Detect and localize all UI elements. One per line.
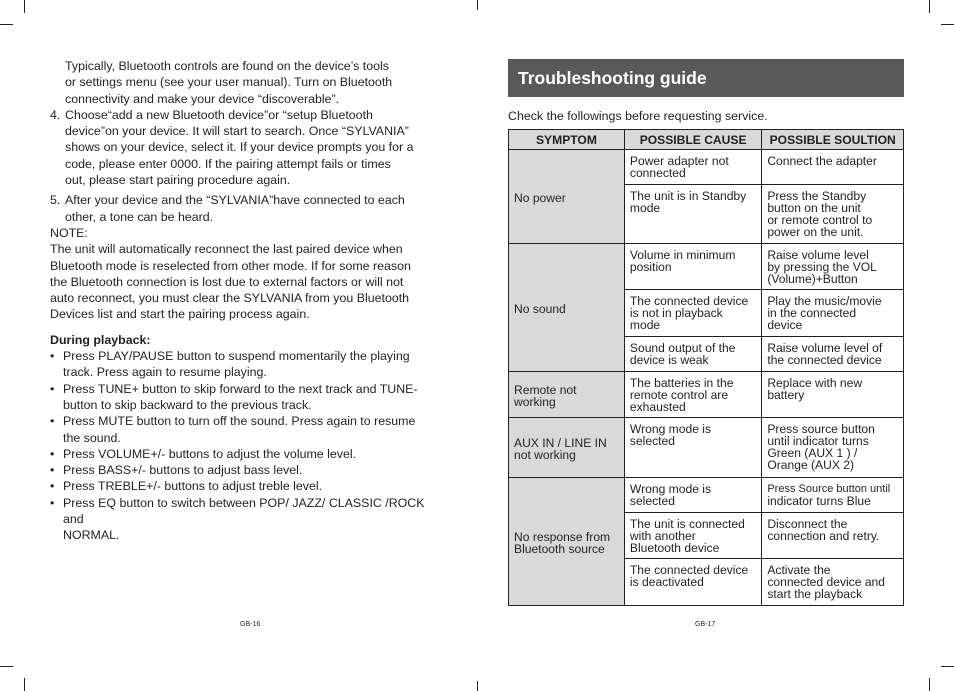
crop-mark xyxy=(477,0,478,10)
left-page-body xyxy=(50,58,445,544)
cause-cell: Sound output of the device is weak xyxy=(624,337,761,372)
solution-cell: Raise volume level by pressing the VOL (Volume)+Button xyxy=(762,244,904,290)
symptom-cell: No power xyxy=(509,150,625,244)
crop-mark xyxy=(24,0,25,13)
solution-cell: Raise volume level of the connected device xyxy=(762,337,904,372)
table-header-row xyxy=(509,130,904,150)
crop-mark xyxy=(941,24,954,25)
solution-cell: Press source button until indicator turns Green (AUX 1 ) / Orange (AUX 2) xyxy=(762,418,904,478)
table-row xyxy=(509,372,904,418)
page-title: Troubleshooting guide xyxy=(518,68,707,88)
page-number-right: GB-17 xyxy=(695,621,716,628)
crop-mark xyxy=(24,678,25,691)
solution-cell: Press Source button until indicator turns Blue xyxy=(762,478,904,513)
cause-cell: Wrong mode is selected xyxy=(624,478,761,513)
table-row xyxy=(509,244,904,290)
list-item: • Press VOLUME+/- buttons to adjust the volume level. xyxy=(50,446,357,461)
symptom-cell: Remote not working xyxy=(509,372,625,418)
playback-list xyxy=(50,348,445,544)
step-4: 4. Choose“add a new Bluetooth device”or “setup Bluetooth device”on your device. It will start to search. Once “SYLVANIA” shows on your device, select it. If your device prompts you for a code, please enter 0000. If the pairing attempt fails or times out, please start pairing procedure again. xyxy=(50,107,414,188)
step-5: 5. After your device and the “SYLVANIA”have connected to each other, a tone can be heard. xyxy=(50,193,405,224)
playback-heading: During playback: xyxy=(50,332,151,347)
troubleshooting-table xyxy=(508,129,904,606)
list-item: • Press EQ button to switch between POP/ JAZZ/ CLASSIC /ROCK and NORMAL. xyxy=(50,495,425,543)
table-row xyxy=(509,150,904,185)
table-row xyxy=(509,418,904,478)
note-label: NOTE: xyxy=(50,225,88,240)
header-cause: POSSIBLE CAUSE xyxy=(624,130,761,150)
cause-cell: The connected device is deactivated xyxy=(624,559,761,606)
symptom-cell: No sound xyxy=(509,244,625,372)
list-item: • Press MUTE button to turn off the sound. Press again to resume the sound. xyxy=(50,414,416,445)
solution-cell: Disconnect the connection and retry. xyxy=(762,513,904,559)
crop-mark xyxy=(0,666,13,667)
header-symptom: SYMPTOM xyxy=(509,130,625,150)
crop-mark xyxy=(941,666,954,667)
solution-cell: Replace with new battery xyxy=(762,372,904,418)
intro-text: Check the followings before requesting service. xyxy=(508,109,768,123)
cause-cell: The unit is in Standby mode xyxy=(624,185,761,244)
intro-paragraph: Typically, Bluetooth controls are found on the device’s tools or settings menu (see your user manual). Turn on Bluetooth connectivity and make your device “discoverable”. xyxy=(65,59,393,106)
crop-mark xyxy=(0,24,13,25)
note-text: The unit will automatically reconnect the last paired device when Bluetooth mode is reselected from other mode. If for some reason the Bluetooth connection is lost due to external factors or will not auto reconnect, you must clear the SYLVANIA from you Bluetooth Devices list and start the pairing process again. xyxy=(50,242,411,322)
crop-mark xyxy=(929,678,930,691)
cause-cell: The unit is connected with another Bluetooth device xyxy=(624,513,761,559)
header-solution: POSSIBLE SOULTION xyxy=(762,130,904,150)
cause-cell: Volume in minimum position xyxy=(624,244,761,290)
solution-cell: Press the Standby button on the unit or remote control to power on the unit. xyxy=(762,185,904,244)
solution-cell: Connect the adapter xyxy=(762,150,904,185)
crop-mark xyxy=(477,681,478,691)
cause-cell: The connected device is not in playback mode xyxy=(624,290,761,337)
page-title-bar xyxy=(508,59,904,97)
cause-cell: Wrong mode is selected xyxy=(624,418,761,478)
symptom-cell: No response from Bluetooth source xyxy=(509,478,625,606)
list-item: • Press TREBLE+/- buttons to adjust treble level. xyxy=(50,479,323,494)
crop-mark xyxy=(929,0,930,13)
page-number-left: GB-16 xyxy=(240,621,261,628)
cause-cell: The batteries in the remote control are exhausted xyxy=(624,372,761,418)
symptom-cell: AUX IN / LINE IN not working xyxy=(509,418,625,478)
solution-cell: Play the music/movie in the connected device xyxy=(762,290,904,337)
solution-cell: Activate the connected device and start the playback xyxy=(762,559,904,606)
list-item: • Press BASS+/- buttons to adjust bass level. xyxy=(50,463,303,478)
list-item: • Press PLAY/PAUSE button to suspend momentarily the playing track. Press again to resume playing. xyxy=(50,349,410,380)
list-item: • Press TUNE+ button to skip forward to the next track and TUNE- button to skip backward to the previous track. xyxy=(50,381,418,412)
cause-cell: Power adapter not connected xyxy=(624,150,761,185)
table-row xyxy=(509,478,904,513)
